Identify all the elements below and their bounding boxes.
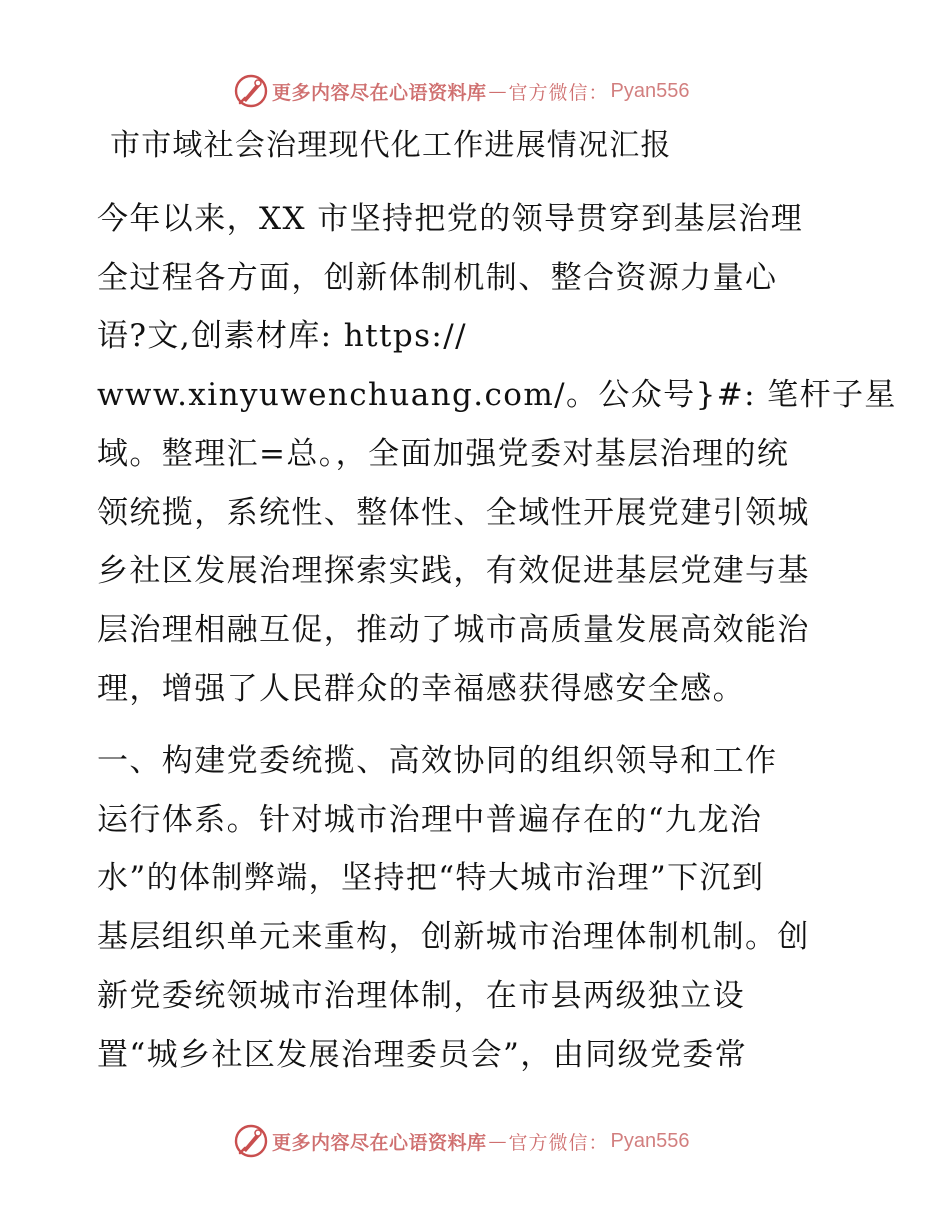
paragraph-line: 域。整理汇=总。，全面加强党委对基层治理的统 (97, 435, 790, 472)
paragraph-line: 新党委统领城市治理体制，在市县两级独立设 (97, 977, 745, 1014)
document-title: 市市域社会治理现代化工作进展情况汇报 (110, 128, 672, 163)
paragraph-line: www.xinyuwenchuang.com/。公众号}#: 笔杆子星 (97, 377, 897, 414)
body-paragraph-intro (97, 190, 897, 718)
paragraph-line: 今年以来，XX 市坚持把党的领导贯穿到基层治理 (97, 201, 804, 237)
paragraph-line: 置“城乡社区发展治理委员会”，由同级党委常 (97, 1036, 748, 1073)
quill-logo-icon (234, 74, 268, 108)
paragraph-line: 乡社区发展治理探索实践，有效促进基层党建与基 (97, 553, 810, 590)
paragraph-line: 一、构建党委统揽、高效协同的组织领导和工作 (97, 743, 778, 779)
footer-watermark (234, 1124, 690, 1158)
watermark-official-label: 官方微信： (508, 1131, 609, 1154)
watermark-official-label: 官方微信： (508, 81, 609, 104)
watermark-library-text: 更多内容尽在心语资料库 (272, 1131, 487, 1154)
paragraph-line: 理，增强了人民群众的幸福感获得感安全感。 (97, 670, 745, 707)
paragraph-line: 语?文,创素材库: https:// (97, 318, 467, 355)
paragraph-line: 水”的体制弊端，坚持把“特大城市治理”下沉到 (97, 860, 765, 897)
quill-logo-icon (234, 1124, 268, 1158)
paragraph-line: 层治理相融互促，推动了城市高质量发展高效能治 (97, 611, 810, 648)
watermark-separator: — (488, 1130, 507, 1152)
watermark-wechat-id: Pyan556 (610, 1129, 690, 1152)
paragraph-line: 基层组织单元来重构，创新城市治理体制机制。创 (97, 919, 810, 956)
body-paragraph-section-one (97, 732, 857, 1084)
paragraph-line: 领统揽，系统性、整体性、全域性开展党建引领城 (97, 494, 810, 531)
header-watermark (234, 74, 690, 108)
watermark-separator: — (488, 80, 507, 102)
watermark-library-text: 更多内容尽在心语资料库 (272, 81, 487, 104)
watermark-wechat-id: Pyan556 (610, 79, 690, 102)
paragraph-line: 运行体系。针对城市治理中普遍存在的“九龙治 (97, 801, 763, 838)
paragraph-line: 全过程各方面，创新体制机制、整合资源力量心 (97, 259, 778, 296)
